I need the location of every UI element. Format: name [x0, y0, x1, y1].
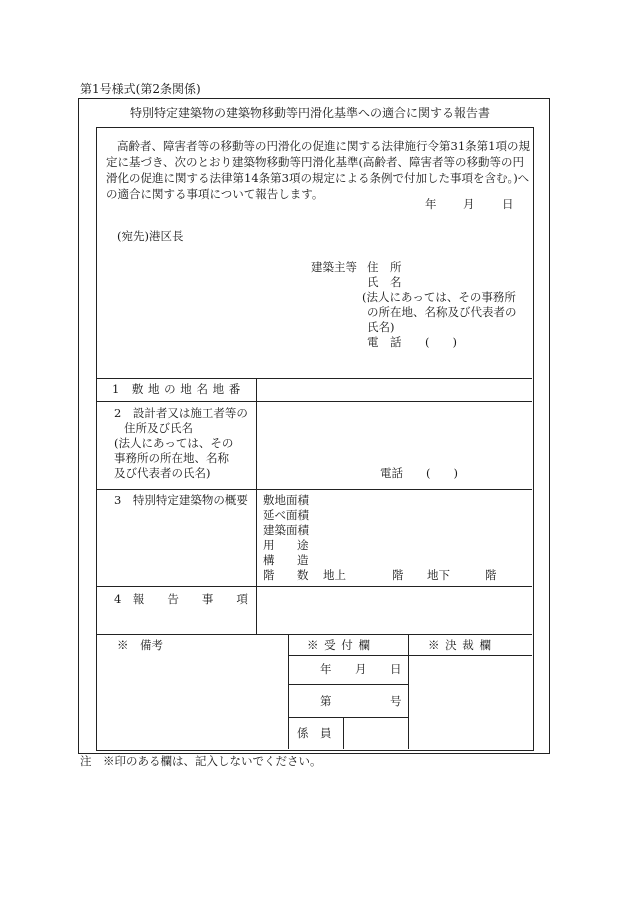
row3-floors-a: 階 — [263, 568, 275, 582]
row3-floors-b: 数 — [297, 568, 309, 582]
form-title: 特別特定建築物の建築物移動等円滑化基準への適合に関する報告書 — [130, 106, 491, 120]
row4-label: 4 報 告 事 項 — [114, 592, 248, 606]
rule-row4-top — [96, 586, 532, 587]
reception-year: 年 — [320, 662, 332, 676]
date-month: 月 — [463, 197, 475, 211]
reception-header-rule — [288, 655, 532, 656]
row3-use-b: 途 — [297, 538, 309, 552]
row3-label: 3 特別特定建築物の概要 — [114, 493, 248, 507]
reception-day: 日 — [390, 662, 402, 676]
reception-decision-divider — [408, 634, 409, 749]
owner-note-line3: 氏名) — [367, 320, 395, 334]
footnote: 注 ※印のある欄は、記入しないでください。 — [80, 754, 322, 768]
row3-structure-b: 造 — [297, 553, 309, 567]
row2-line2: 住所及び氏名 — [124, 421, 193, 435]
owner-address-label: 住 所 — [367, 260, 402, 274]
reception-staff: 係 員 — [297, 726, 332, 740]
rule-bottom-section-top — [96, 634, 532, 635]
row3-structure-a: 構 — [263, 553, 275, 567]
rule-row2-top — [96, 401, 532, 402]
reception-number-prefix: 第 — [320, 694, 332, 708]
row3-above-ground: 地上 — [323, 568, 346, 582]
row3-total-floor-area: 延べ面積 — [263, 508, 309, 522]
addressee: (宛先)港区長 — [117, 229, 184, 243]
row2-line5: 及び代表者の氏名) — [114, 466, 211, 480]
owner-phone-paren: ( ) — [425, 335, 457, 349]
date-day: 日 — [502, 197, 514, 211]
owner-phone-label: 電 話 — [367, 335, 402, 349]
label-column-divider — [256, 378, 257, 634]
row3-site-area: 敷地面積 — [263, 493, 309, 507]
reception-date-rule — [288, 684, 408, 685]
row3-use-a: 用 — [263, 538, 275, 552]
reception-number-rule — [288, 717, 408, 718]
row2-phone: 電話 ( ) — [380, 466, 458, 480]
row2-line3: (法人にあっては、その — [114, 436, 234, 450]
row3-below-ground: 地下 — [427, 568, 450, 582]
remarks-label: ※ 備考 — [117, 638, 163, 652]
intro-paragraph: 高齢者、障害者等の移動等の円滑化の促進に関する法律施行令第31条第1項の規定に基づき、次のとおり建築物移動等円滑化基準(高齢者、障害者等の移動等の円滑化の促進に関する法律第14条第3項の規定による条例で付加した事項を含む。)への適合に関する事項について報告します。 — [106, 139, 530, 201]
remarks-divider — [288, 634, 289, 749]
row3-below-unit: 階 — [485, 568, 497, 582]
date-year: 年 — [425, 197, 437, 211]
owner-name-label: 氏 名 — [367, 275, 402, 289]
owner-note-line1: (法人にあっては、その事務所 — [362, 290, 516, 304]
rule-row1-top — [96, 378, 532, 379]
form-label: 第1号様式(第2条関係) — [80, 82, 201, 96]
row3-above-unit: 階 — [392, 568, 404, 582]
reception-staff-divider — [343, 717, 344, 749]
row2-line1: 2 設計者又は施工者等の — [114, 406, 248, 420]
reception-number-suffix: 号 — [390, 694, 402, 708]
owner-role: 建築主等 — [311, 260, 357, 274]
row2-line4: 事務所の所在地、名称 — [114, 451, 229, 465]
rule-row3-top — [96, 489, 532, 490]
decision-header: ※ 決 裁 欄 — [428, 638, 492, 652]
owner-note-line2: の所在地、名称及び代表者の — [367, 305, 517, 319]
row3-building-area: 建築面積 — [263, 523, 309, 537]
reception-header: ※ 受 付 欄 — [307, 638, 371, 652]
row1-label: 1 敷 地 の 地 名 地 番 — [112, 382, 241, 396]
reception-month: 月 — [355, 662, 367, 676]
